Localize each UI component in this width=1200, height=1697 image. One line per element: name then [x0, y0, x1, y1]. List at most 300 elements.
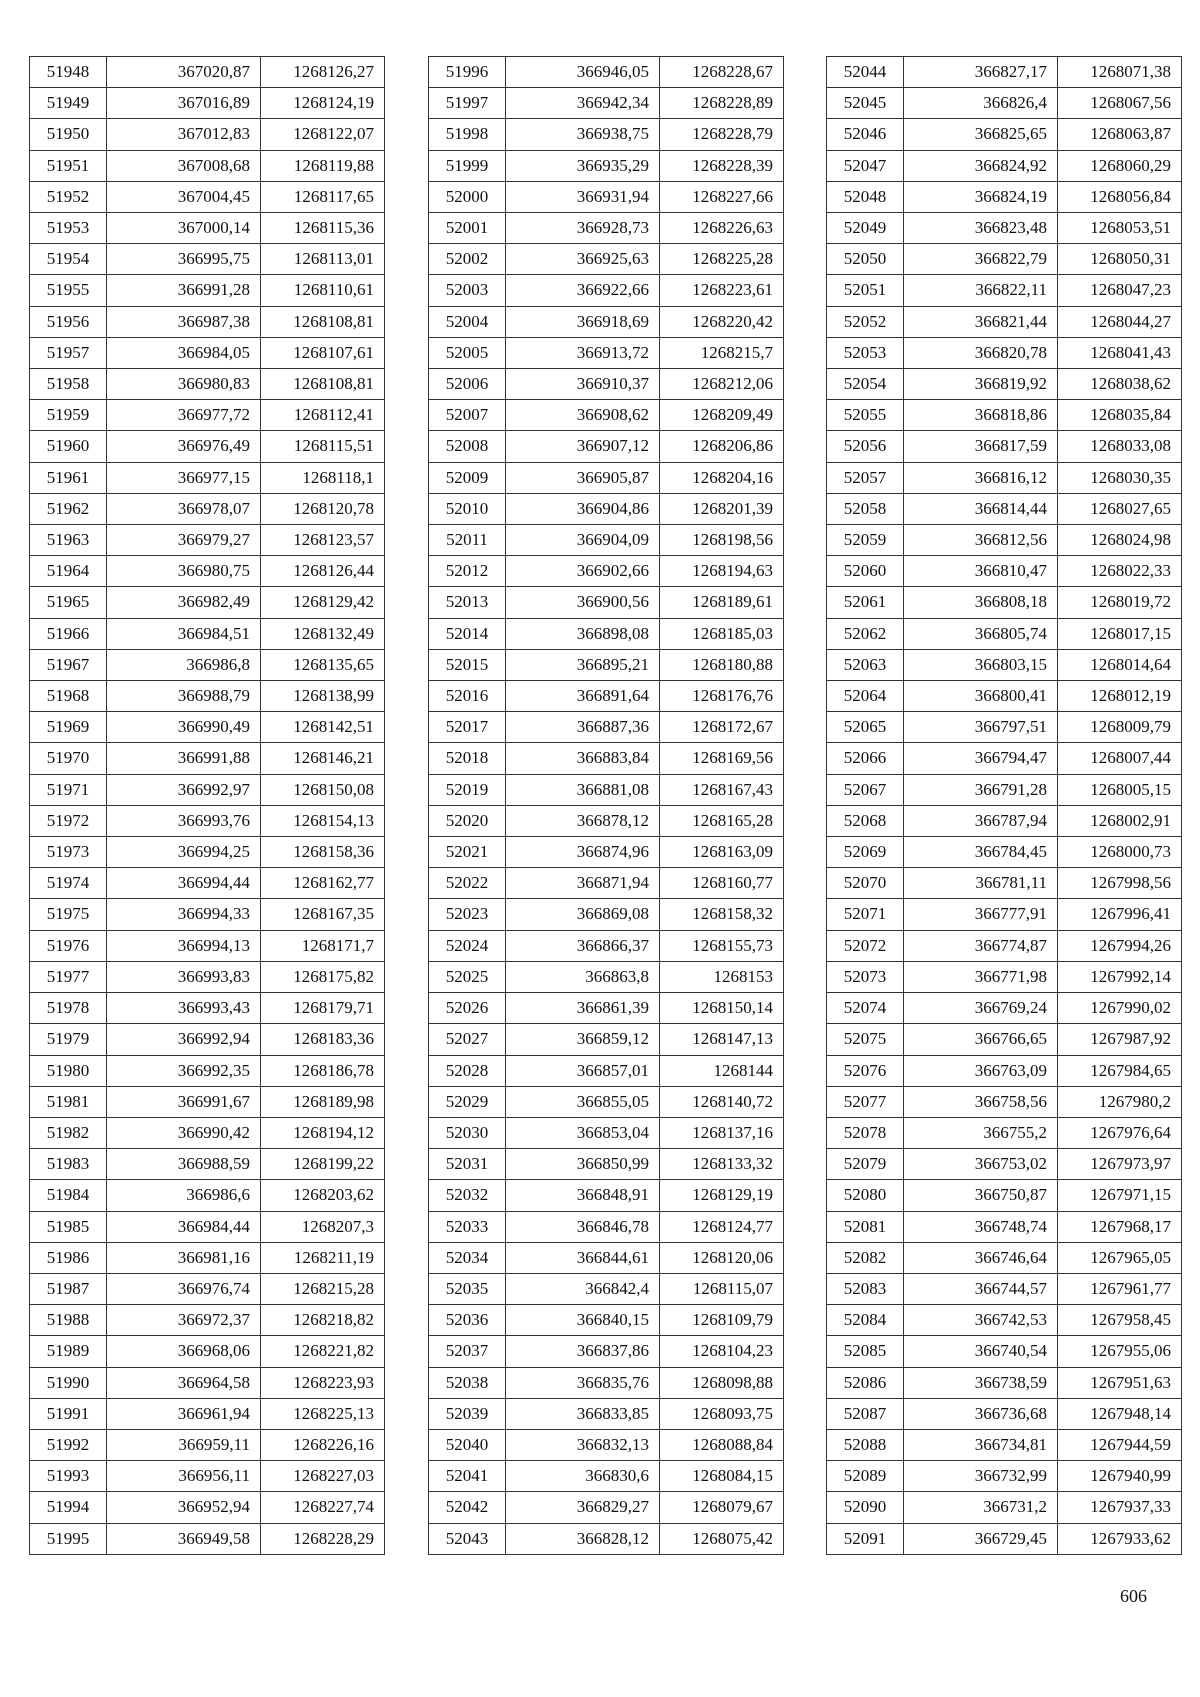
x-coordinate-cell: 366922,66 — [506, 275, 660, 306]
table-row — [827, 1336, 1182, 1367]
table-row — [827, 213, 1182, 244]
table-row — [827, 306, 1182, 337]
point-id-cell: 52063 — [827, 649, 904, 680]
table-row — [429, 1055, 784, 1086]
x-coordinate-cell: 366980,83 — [107, 369, 261, 400]
table-row — [827, 431, 1182, 462]
point-id-cell: 51990 — [30, 1367, 107, 1398]
y-coordinate-cell: 1268158,36 — [261, 837, 385, 868]
point-id-cell: 51948 — [30, 57, 107, 88]
y-coordinate-cell: 1267984,65 — [1058, 1055, 1182, 1086]
y-coordinate-cell: 1268221,82 — [261, 1336, 385, 1367]
table-row — [429, 1367, 784, 1398]
point-id-cell: 52036 — [429, 1305, 506, 1336]
x-coordinate-cell: 366774,87 — [904, 930, 1058, 961]
x-coordinate-cell: 366750,87 — [904, 1180, 1058, 1211]
table-row — [827, 244, 1182, 275]
table-row — [30, 306, 385, 337]
y-coordinate-cell: 1268203,62 — [261, 1180, 385, 1211]
table-body — [30, 57, 385, 1555]
x-coordinate-cell: 366857,01 — [506, 1055, 660, 1086]
point-id-cell: 51950 — [30, 119, 107, 150]
table-row — [429, 1492, 784, 1523]
y-coordinate-cell: 1268124,77 — [660, 1211, 784, 1242]
table-row — [827, 712, 1182, 743]
x-coordinate-cell: 366935,29 — [506, 150, 660, 181]
point-id-cell: 51969 — [30, 712, 107, 743]
point-id-cell: 51988 — [30, 1305, 107, 1336]
y-coordinate-cell: 1268150,08 — [261, 774, 385, 805]
table-row — [429, 712, 784, 743]
y-coordinate-cell: 1268165,28 — [660, 805, 784, 836]
x-coordinate-cell: 366824,19 — [904, 181, 1058, 212]
y-coordinate-cell: 1268071,38 — [1058, 57, 1182, 88]
y-coordinate-cell: 1267980,2 — [1058, 1086, 1182, 1117]
table-row — [429, 306, 784, 337]
point-id-cell: 52033 — [429, 1211, 506, 1242]
x-coordinate-cell: 366814,44 — [904, 493, 1058, 524]
x-coordinate-cell: 366928,73 — [506, 213, 660, 244]
x-coordinate-cell: 366887,36 — [506, 712, 660, 743]
point-id-cell: 52055 — [827, 400, 904, 431]
point-id-cell: 52030 — [429, 1117, 506, 1148]
point-id-cell: 51983 — [30, 1149, 107, 1180]
x-coordinate-cell: 366819,92 — [904, 369, 1058, 400]
table-row — [429, 993, 784, 1024]
x-coordinate-cell: 366987,38 — [107, 306, 261, 337]
point-id-cell: 51963 — [30, 525, 107, 556]
x-coordinate-cell: 366972,37 — [107, 1305, 261, 1336]
y-coordinate-cell: 1267958,45 — [1058, 1305, 1182, 1336]
x-coordinate-cell: 366994,44 — [107, 868, 261, 899]
x-coordinate-cell: 366982,49 — [107, 587, 261, 618]
x-coordinate-cell: 366991,28 — [107, 275, 261, 306]
y-coordinate-cell: 1268147,13 — [660, 1024, 784, 1055]
x-coordinate-cell: 366976,49 — [107, 431, 261, 462]
table-row — [30, 119, 385, 150]
point-id-cell: 51997 — [429, 88, 506, 119]
table-row — [827, 1492, 1182, 1523]
y-coordinate-cell: 1267973,97 — [1058, 1149, 1182, 1180]
table-row — [30, 1055, 385, 1086]
y-coordinate-cell: 1268108,81 — [261, 306, 385, 337]
y-coordinate-cell: 1268171,7 — [261, 930, 385, 961]
table-row — [30, 1149, 385, 1180]
y-coordinate-cell: 1268144 — [660, 1055, 784, 1086]
table-row — [827, 1024, 1182, 1055]
table-row — [429, 556, 784, 587]
y-coordinate-cell: 1268140,72 — [660, 1086, 784, 1117]
y-coordinate-cell: 1268194,12 — [261, 1117, 385, 1148]
table-row — [429, 930, 784, 961]
table-row — [827, 618, 1182, 649]
point-id-cell: 52002 — [429, 244, 506, 275]
y-coordinate-cell: 1268163,09 — [660, 837, 784, 868]
table-row — [30, 213, 385, 244]
x-coordinate-cell: 366993,83 — [107, 961, 261, 992]
x-coordinate-cell: 366904,86 — [506, 493, 660, 524]
y-coordinate-cell: 1268209,49 — [660, 400, 784, 431]
table-row — [827, 119, 1182, 150]
x-coordinate-cell: 367008,68 — [107, 150, 261, 181]
x-coordinate-cell: 366878,12 — [506, 805, 660, 836]
x-coordinate-cell: 366910,37 — [506, 369, 660, 400]
x-coordinate-cell: 366863,8 — [506, 961, 660, 992]
table-row — [30, 774, 385, 805]
y-coordinate-cell: 1268228,79 — [660, 119, 784, 150]
y-coordinate-cell: 1268227,03 — [261, 1461, 385, 1492]
y-coordinate-cell: 1268218,82 — [261, 1305, 385, 1336]
table-row — [429, 681, 784, 712]
table-row — [827, 1461, 1182, 1492]
x-coordinate-cell: 366825,65 — [904, 119, 1058, 150]
y-coordinate-cell: 1268207,3 — [261, 1211, 385, 1242]
x-coordinate-cell: 366763,09 — [904, 1055, 1058, 1086]
table-row — [827, 1305, 1182, 1336]
y-coordinate-cell: 1267948,14 — [1058, 1398, 1182, 1429]
table-row — [429, 649, 784, 680]
point-id-cell: 52074 — [827, 993, 904, 1024]
table-row — [429, 275, 784, 306]
y-coordinate-cell: 1267937,33 — [1058, 1492, 1182, 1523]
table-row — [30, 337, 385, 368]
table-row — [827, 525, 1182, 556]
y-coordinate-cell: 1268093,75 — [660, 1398, 784, 1429]
y-coordinate-cell: 1268212,06 — [660, 369, 784, 400]
table-row — [429, 1305, 784, 1336]
point-id-cell: 51952 — [30, 181, 107, 212]
table-row — [30, 525, 385, 556]
y-coordinate-cell: 1268075,42 — [660, 1523, 784, 1554]
point-id-cell: 52037 — [429, 1336, 506, 1367]
y-coordinate-cell: 1268180,88 — [660, 649, 784, 680]
y-coordinate-cell: 1267992,14 — [1058, 961, 1182, 992]
x-coordinate-cell: 366732,99 — [904, 1461, 1058, 1492]
table-row — [827, 930, 1182, 961]
point-id-cell: 52009 — [429, 462, 506, 493]
point-id-cell: 51958 — [30, 369, 107, 400]
y-coordinate-cell: 1267976,64 — [1058, 1117, 1182, 1148]
x-coordinate-cell: 366874,96 — [506, 837, 660, 868]
x-coordinate-cell: 366844,61 — [506, 1242, 660, 1273]
point-id-cell: 52001 — [429, 213, 506, 244]
y-coordinate-cell: 1268024,98 — [1058, 525, 1182, 556]
table-row — [30, 1367, 385, 1398]
x-coordinate-cell: 366842,4 — [506, 1273, 660, 1304]
table-row — [827, 275, 1182, 306]
table-row — [429, 462, 784, 493]
point-id-cell: 51955 — [30, 275, 107, 306]
table-row — [30, 244, 385, 275]
y-coordinate-cell: 1268215,28 — [261, 1273, 385, 1304]
x-coordinate-cell: 366904,09 — [506, 525, 660, 556]
x-coordinate-cell: 366833,85 — [506, 1398, 660, 1429]
point-id-cell: 51996 — [429, 57, 506, 88]
y-coordinate-cell: 1268035,84 — [1058, 400, 1182, 431]
point-id-cell: 52087 — [827, 1398, 904, 1429]
point-id-cell: 52078 — [827, 1117, 904, 1148]
table-row — [827, 1242, 1182, 1273]
x-coordinate-cell: 366850,99 — [506, 1149, 660, 1180]
point-id-cell: 52076 — [827, 1055, 904, 1086]
y-coordinate-cell: 1268067,56 — [1058, 88, 1182, 119]
point-id-cell: 52069 — [827, 837, 904, 868]
point-id-cell: 51972 — [30, 805, 107, 836]
y-coordinate-cell: 1268126,44 — [261, 556, 385, 587]
x-coordinate-cell: 366829,27 — [506, 1492, 660, 1523]
x-coordinate-cell: 366787,94 — [904, 805, 1058, 836]
point-id-cell: 52066 — [827, 743, 904, 774]
y-coordinate-cell: 1267971,15 — [1058, 1180, 1182, 1211]
x-coordinate-cell: 366942,34 — [506, 88, 660, 119]
table-row — [30, 1117, 385, 1148]
y-coordinate-cell: 1268118,1 — [261, 462, 385, 493]
x-coordinate-cell: 366769,24 — [904, 993, 1058, 1024]
table-row — [827, 1367, 1182, 1398]
point-id-cell: 52016 — [429, 681, 506, 712]
point-id-cell: 51984 — [30, 1180, 107, 1211]
y-coordinate-cell: 1268005,15 — [1058, 774, 1182, 805]
x-coordinate-cell: 366824,92 — [904, 150, 1058, 181]
y-coordinate-cell: 1268063,87 — [1058, 119, 1182, 150]
x-coordinate-cell: 366822,79 — [904, 244, 1058, 275]
table-row — [827, 400, 1182, 431]
point-id-cell: 51971 — [30, 774, 107, 805]
y-coordinate-cell: 1268138,99 — [261, 681, 385, 712]
point-id-cell: 52045 — [827, 88, 904, 119]
point-id-cell: 52029 — [429, 1086, 506, 1117]
y-coordinate-cell: 1267940,99 — [1058, 1461, 1182, 1492]
x-coordinate-cell: 366869,08 — [506, 899, 660, 930]
table-row — [429, 1211, 784, 1242]
y-coordinate-cell: 1268183,36 — [261, 1024, 385, 1055]
point-id-cell: 52018 — [429, 743, 506, 774]
point-id-cell: 51954 — [30, 244, 107, 275]
y-coordinate-cell: 1267968,17 — [1058, 1211, 1182, 1242]
x-coordinate-cell: 366908,62 — [506, 400, 660, 431]
point-id-cell: 52085 — [827, 1336, 904, 1367]
y-coordinate-cell: 1267965,05 — [1058, 1242, 1182, 1273]
point-id-cell: 52024 — [429, 930, 506, 961]
point-id-cell: 52059 — [827, 525, 904, 556]
y-coordinate-cell: 1268179,71 — [261, 993, 385, 1024]
table-row — [429, 525, 784, 556]
table-row — [30, 837, 385, 868]
y-coordinate-cell: 1268228,39 — [660, 150, 784, 181]
x-coordinate-cell: 366959,11 — [107, 1429, 261, 1460]
table-row — [30, 899, 385, 930]
y-coordinate-cell: 1268123,57 — [261, 525, 385, 556]
y-coordinate-cell: 1268104,23 — [660, 1336, 784, 1367]
table-row — [30, 1024, 385, 1055]
point-id-cell: 52079 — [827, 1149, 904, 1180]
y-coordinate-cell: 1268000,73 — [1058, 837, 1182, 868]
point-id-cell: 52006 — [429, 369, 506, 400]
table-row — [827, 88, 1182, 119]
point-id-cell: 52057 — [827, 462, 904, 493]
y-coordinate-cell: 1268107,61 — [261, 337, 385, 368]
x-coordinate-cell: 366964,58 — [107, 1367, 261, 1398]
y-coordinate-cell: 1268009,79 — [1058, 712, 1182, 743]
x-coordinate-cell: 366993,76 — [107, 805, 261, 836]
y-coordinate-cell: 1268211,19 — [261, 1242, 385, 1273]
point-id-cell: 51993 — [30, 1461, 107, 1492]
point-id-cell: 52022 — [429, 868, 506, 899]
x-coordinate-cell: 366818,86 — [904, 400, 1058, 431]
y-coordinate-cell: 1268079,67 — [660, 1492, 784, 1523]
y-coordinate-cell: 1268007,44 — [1058, 743, 1182, 774]
point-id-cell: 51966 — [30, 618, 107, 649]
table-row — [30, 369, 385, 400]
point-id-cell: 52025 — [429, 961, 506, 992]
y-coordinate-cell: 1268084,15 — [660, 1461, 784, 1492]
y-coordinate-cell: 1268198,56 — [660, 525, 784, 556]
x-coordinate-cell: 366740,54 — [904, 1336, 1058, 1367]
point-id-cell: 51964 — [30, 556, 107, 587]
y-coordinate-cell: 1268110,61 — [261, 275, 385, 306]
table-row — [827, 181, 1182, 212]
point-id-cell: 52080 — [827, 1180, 904, 1211]
x-coordinate-cell: 366977,15 — [107, 462, 261, 493]
y-coordinate-cell: 1268113,01 — [261, 244, 385, 275]
table-row — [827, 493, 1182, 524]
x-coordinate-cell: 366734,81 — [904, 1429, 1058, 1460]
table-body — [827, 57, 1182, 1555]
point-id-cell: 51991 — [30, 1398, 107, 1429]
y-coordinate-cell: 1268135,65 — [261, 649, 385, 680]
y-coordinate-cell: 1268226,63 — [660, 213, 784, 244]
y-coordinate-cell: 1268115,07 — [660, 1273, 784, 1304]
point-id-cell: 52010 — [429, 493, 506, 524]
x-coordinate-cell: 366984,44 — [107, 1211, 261, 1242]
table-row — [827, 1429, 1182, 1460]
point-id-cell: 52075 — [827, 1024, 904, 1055]
point-id-cell: 52047 — [827, 150, 904, 181]
table-row — [827, 1149, 1182, 1180]
x-coordinate-cell: 366742,53 — [904, 1305, 1058, 1336]
x-coordinate-cell: 366991,88 — [107, 743, 261, 774]
table-row — [827, 837, 1182, 868]
y-coordinate-cell: 1268146,21 — [261, 743, 385, 774]
table-row — [827, 681, 1182, 712]
x-coordinate-cell: 366835,76 — [506, 1367, 660, 1398]
x-coordinate-cell: 367020,87 — [107, 57, 261, 88]
y-coordinate-cell: 1268185,03 — [660, 618, 784, 649]
table-row — [429, 1523, 784, 1554]
y-coordinate-cell: 1268160,77 — [660, 868, 784, 899]
y-coordinate-cell: 1268038,62 — [1058, 369, 1182, 400]
y-coordinate-cell: 1268002,91 — [1058, 805, 1182, 836]
y-coordinate-cell: 1268155,73 — [660, 930, 784, 961]
point-id-cell: 51985 — [30, 1211, 107, 1242]
point-id-cell: 52042 — [429, 1492, 506, 1523]
table-row — [429, 837, 784, 868]
point-id-cell: 51994 — [30, 1492, 107, 1523]
x-coordinate-cell: 366738,59 — [904, 1367, 1058, 1398]
table-row — [827, 743, 1182, 774]
page-number: 606 — [1120, 1586, 1147, 1606]
table-row — [30, 618, 385, 649]
point-id-cell: 52061 — [827, 587, 904, 618]
y-coordinate-cell: 1268012,19 — [1058, 681, 1182, 712]
x-coordinate-cell: 366817,59 — [904, 431, 1058, 462]
point-id-cell: 51987 — [30, 1273, 107, 1304]
table-row — [429, 1117, 784, 1148]
x-coordinate-cell: 366812,56 — [904, 525, 1058, 556]
x-coordinate-cell: 366938,75 — [506, 119, 660, 150]
x-coordinate-cell: 366746,64 — [904, 1242, 1058, 1273]
x-coordinate-cell: 366984,05 — [107, 337, 261, 368]
point-id-cell: 51973 — [30, 837, 107, 868]
y-coordinate-cell: 1268176,76 — [660, 681, 784, 712]
table-row — [429, 805, 784, 836]
y-coordinate-cell: 1268120,78 — [261, 493, 385, 524]
y-coordinate-cell: 1267961,77 — [1058, 1273, 1182, 1304]
table-row — [30, 930, 385, 961]
y-coordinate-cell: 1268060,29 — [1058, 150, 1182, 181]
x-coordinate-cell: 366830,6 — [506, 1461, 660, 1492]
point-id-cell: 52013 — [429, 587, 506, 618]
point-id-cell: 51959 — [30, 400, 107, 431]
point-id-cell: 52060 — [827, 556, 904, 587]
y-coordinate-cell: 1268115,51 — [261, 431, 385, 462]
y-coordinate-cell: 1268215,7 — [660, 337, 784, 368]
x-coordinate-cell: 366990,42 — [107, 1117, 261, 1148]
x-coordinate-cell: 366986,8 — [107, 649, 261, 680]
x-coordinate-cell: 366931,94 — [506, 181, 660, 212]
x-coordinate-cell: 366758,56 — [904, 1086, 1058, 1117]
y-coordinate-cell: 1268158,32 — [660, 899, 784, 930]
point-id-cell: 52088 — [827, 1429, 904, 1460]
y-coordinate-cell: 1268109,79 — [660, 1305, 784, 1336]
x-coordinate-cell: 367016,89 — [107, 88, 261, 119]
point-id-cell: 52020 — [429, 805, 506, 836]
x-coordinate-cell: 366821,44 — [904, 306, 1058, 337]
table-row — [30, 868, 385, 899]
x-coordinate-cell: 366898,08 — [506, 618, 660, 649]
point-id-cell: 51981 — [30, 1086, 107, 1117]
table-row — [429, 774, 784, 805]
table-row — [429, 431, 784, 462]
y-coordinate-cell: 1268225,28 — [660, 244, 784, 275]
table-row — [827, 868, 1182, 899]
table-row — [30, 556, 385, 587]
point-id-cell: 51982 — [30, 1117, 107, 1148]
point-id-cell: 51949 — [30, 88, 107, 119]
x-coordinate-cell: 366991,67 — [107, 1086, 261, 1117]
x-coordinate-cell: 366979,27 — [107, 525, 261, 556]
x-coordinate-cell: 366956,11 — [107, 1461, 261, 1492]
x-coordinate-cell: 366822,11 — [904, 275, 1058, 306]
y-coordinate-cell: 1268098,88 — [660, 1367, 784, 1398]
point-id-cell: 52084 — [827, 1305, 904, 1336]
point-id-cell: 51957 — [30, 337, 107, 368]
point-id-cell: 52014 — [429, 618, 506, 649]
x-coordinate-cell: 366902,66 — [506, 556, 660, 587]
table-row — [429, 1024, 784, 1055]
table-row — [30, 400, 385, 431]
x-coordinate-cell: 366823,48 — [904, 213, 1058, 244]
y-coordinate-cell: 1268030,35 — [1058, 462, 1182, 493]
point-id-cell: 52027 — [429, 1024, 506, 1055]
table-row — [429, 1273, 784, 1304]
table-row — [30, 1461, 385, 1492]
point-id-cell: 51974 — [30, 868, 107, 899]
point-id-cell: 52028 — [429, 1055, 506, 1086]
point-id-cell: 52065 — [827, 712, 904, 743]
x-coordinate-cell: 366900,56 — [506, 587, 660, 618]
point-id-cell: 52019 — [429, 774, 506, 805]
